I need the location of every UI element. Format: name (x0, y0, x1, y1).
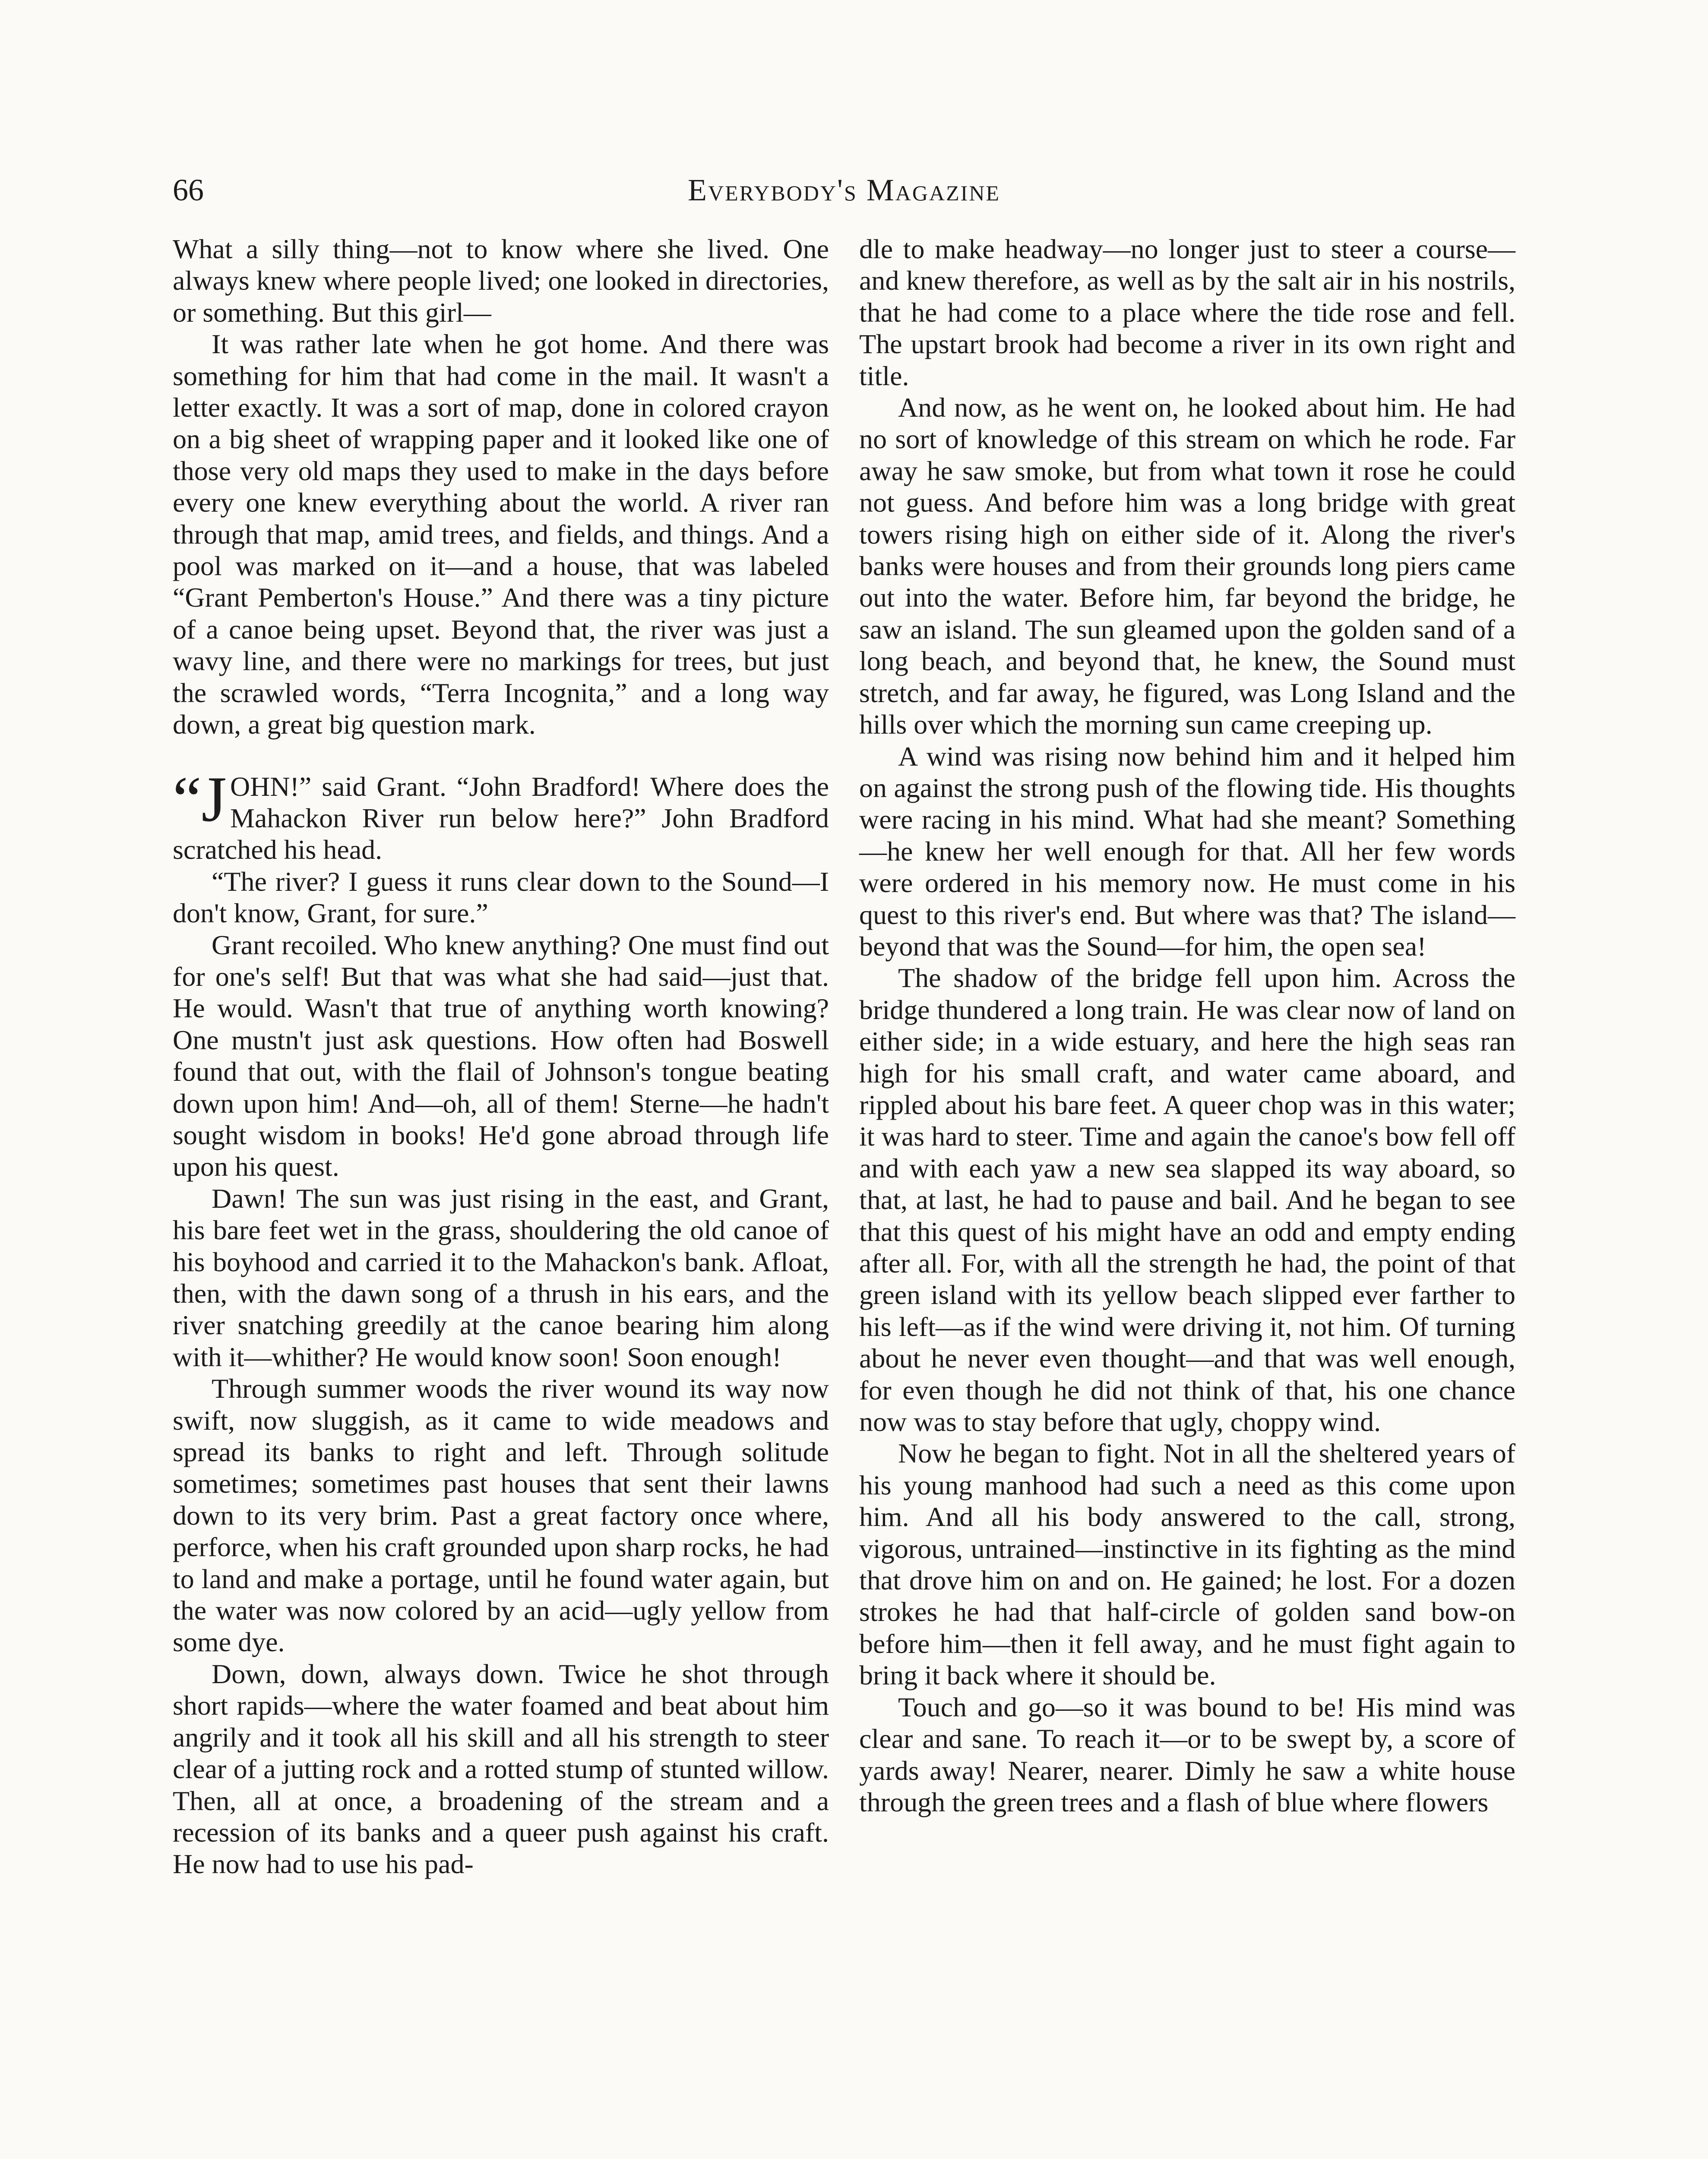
paragraph: A wind was rising now behind him and it helped him on against the strong push of the flowing tide. His thoughts were racing in his mind. What had she meant? Something—he knew her well enough for that. All her few words were ordered in his memory now. He must come in his quest to this river's end. But where was that? The island—beyond that was the Sound—for him, the open sea! (859, 741, 1515, 962)
paragraph: “The river? I guess it runs clear down to the Sound—I don't know, Grant, for sure.” (173, 866, 829, 929)
paragraph: What a silly thing—not to know where she lived. One always knew where people lived; one looked in directories, or something. But this girl— (173, 234, 829, 328)
page-header (173, 164, 1515, 216)
paragraph: Touch and go—so it was bound to be! His mind was clear and sane. To reach it—or to be swept by, a score of yards away! Nearer, nearer. Dimly he saw a white house through the green trees and a flash of blue where flowers (859, 1691, 1515, 1817)
paragraph: The shadow of the bridge fell upon him. Across the bridge thundered a long train. He was clear now of land on either side; in a wide estuary, and here the high seas ran high for his small craft, and water came aboard, and rippled about his bare feet. A queer chop was in this water; it was hard to steer. Time and again the canoe's bow fell off and with each yaw a new sea slapped its way aboard, so that, at last, he had to pause and bail. And he began to see that this quest of his might have an odd and empty ending after all. For, with all the strength he had, the point of that green island with its yellow beach slipped ever farther to his left—as if the wind were driving it, not him. Of turning about he never even thought—and that was well enough, for even though he did not think of that, his one chance now was to stay before that ugly, choppy wind. (859, 962, 1515, 1437)
left-column (173, 233, 829, 1880)
paragraph: dle to make headway—no longer just to steer a course—and knew therefore, as well as by the salt air in his nostrils, that he had come to a place where the tide rose and fell. The upstart brook had become a river in its own right and title. (859, 234, 1515, 391)
section-opening-paragraph (173, 763, 829, 866)
paragraph: Down, down, always down. Twice he shot through short rapids—where the water foamed and beat about him angrily and it took all his skill and all his strength to steer clear of a jutting rock and a rotted stump of stunted willow. Then, all at once, a broadening of the stream and a recession of its banks and a queer push against his craft. He now had to use his pad- (173, 1658, 829, 1880)
paragraph: Now he began to fight. Not in all the sheltered years of his young manhood had such a need as this come upon him. And all his body answered to the call, strong, vigorous, untrained—instinctive in its fighting as the mind that drove him on and on. He gained; he lost. For a dozen strokes he had that half-circle of golden sand bow-on before him—then it fell away, and he must fight again to bring it back where it should be. (859, 1438, 1515, 1691)
paragraph: It was rather late when he got home. And there was something for him that had come in the mail. It wasn't a letter exactly. It was a sort of map, done in colored crayon on a big sheet of wrapping paper and it looked like one of those very old maps they used to make in the days before every one knew everything about the world. A river ran through that map, amid trees, and fields, and things. And a pool was marked on it—and a house, that was labeled “Grant Pemberton's House.” And there was a tiny picture of a canoe being upset. Beyond that, the river was just a wavy line, and there were no markings for trees, but just the scrawled words, “Terra Incognita,” and a long way down, a great big question mark. (173, 329, 829, 740)
paragraph: Through summer woods the river wound its way now swift, now sluggish, as it came to wide meadows and spread its banks to right and left. Through solitude sometimes; sometimes past houses that sent their lawns down to its very brim. Past a great factory once where, perforce, when his craft grounded upon sharp rocks, he had to land and make a portage, until he found water again, but the water was now colored by an acid—ugly yellow from some dye. (173, 1373, 829, 1658)
paragraph-text: OHN!” said Grant. “John Bradford! Where does the Mahackon River run below here?” John Bradford scratched his head. (173, 771, 829, 865)
running-title: Everybody's Magazine (688, 173, 1000, 207)
paragraph: Dawn! The sun was just rising in the east, and Grant, his bare feet wet in the grass, shouldering the old canoe of his boyhood and carried it to the Mahackon's bank. Afloat, then, with the dawn song of a thrush in his ears, and the river snatching greedily at the canoe bearing him along with it—whither? He would know soon! Soon enough! (173, 1183, 829, 1372)
drop-cap: “J (173, 763, 227, 835)
page-number: 66 (173, 173, 204, 207)
paragraph: And now, as he went on, he looked about him. He had no sort of knowledge of this stream on which he rode. Far away he saw smoke, but from what town it rose he could not guess. And before him was a long bridge with great towers rising high on either side of it. Along the river's banks were houses and from their grounds long piers came out into the water. Before him, far beyond the bridge, he saw an island. The sun gleamed upon the golden sand of a long beach, and beyond that, he knew, the Sound must stretch, and far away, he figured, was Long Island and the hills over which the morning sun came creeping up. (859, 392, 1515, 740)
paragraph: Grant recoiled. Who knew anything? One must find out for one's self! But that was what she had said—just that. He would. Wasn't that true of anything worth knowing? One mustn't just ask questions. How often had Boswell found that out, with the flail of Johnson's tongue beating down upon him! And—oh, all of them! Sterne—he hadn't sought wisdom in books! He'd gone abroad through life upon his quest. (173, 929, 829, 1182)
right-column (859, 233, 1515, 1818)
